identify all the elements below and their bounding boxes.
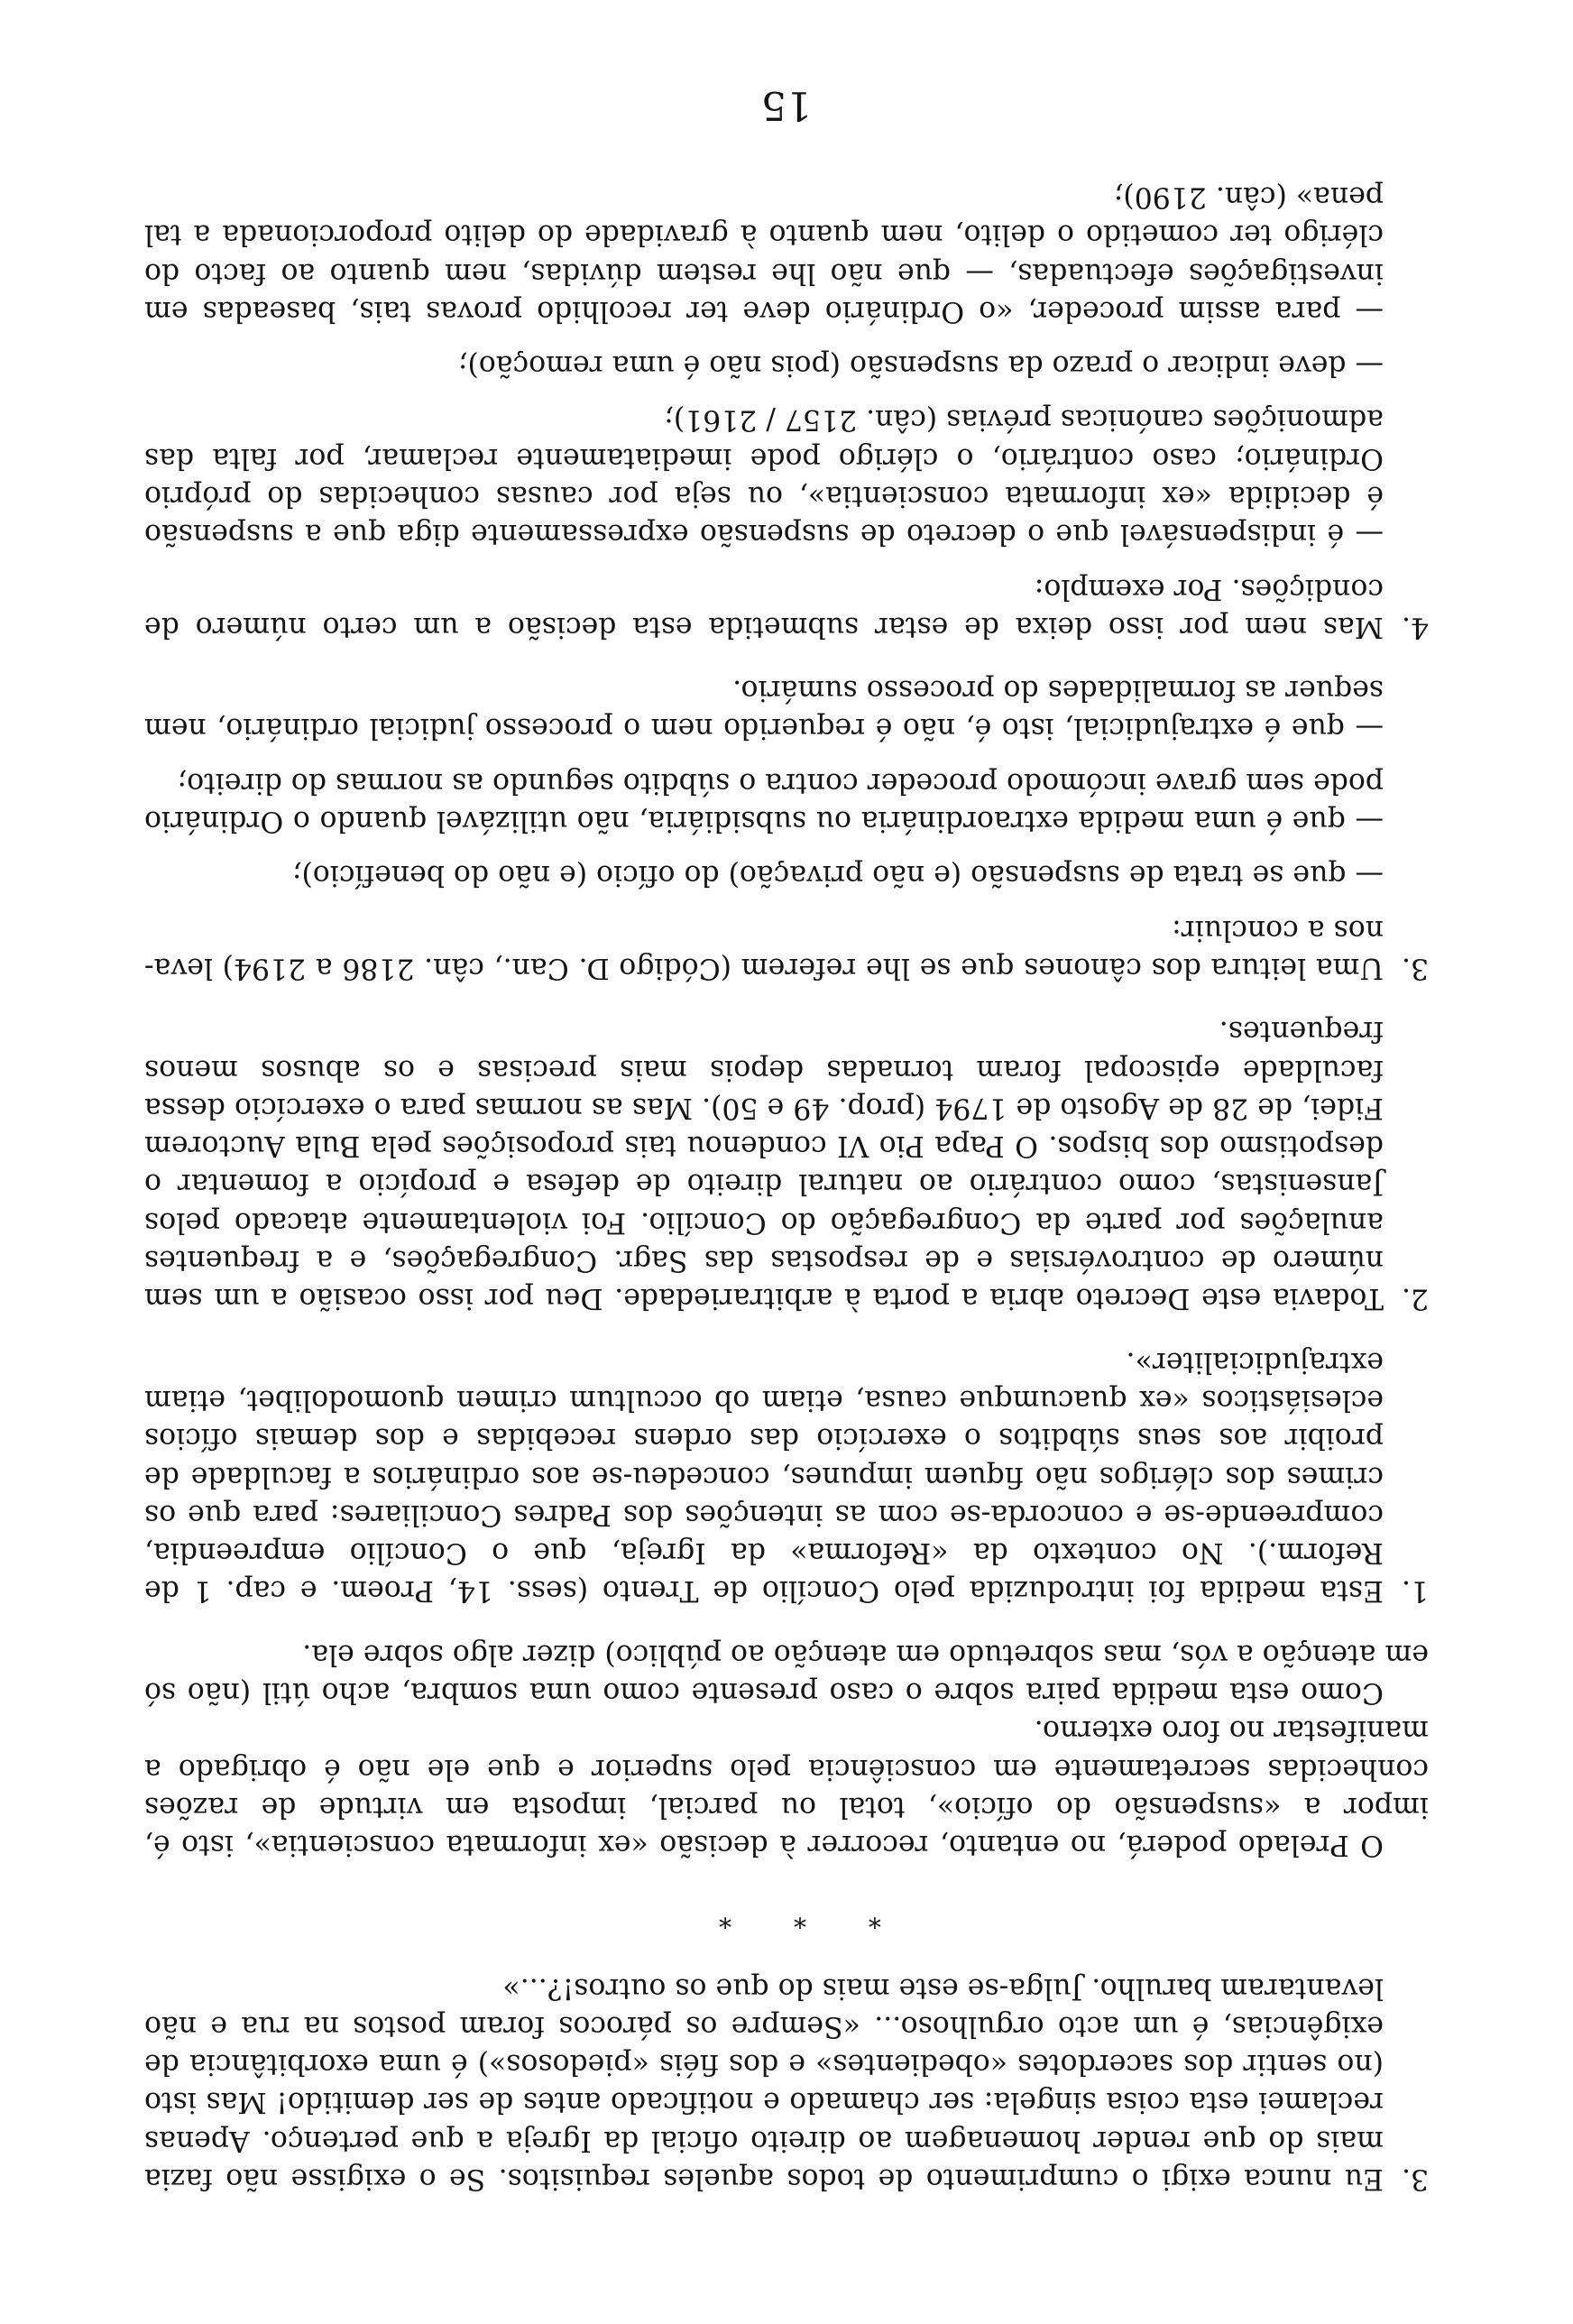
dash-item: — que é extrajudicial, isto é, não é requerido nem o processo judicial ordinário, nem sequer as formalidades do processo sumário. [144,674,1384,745]
paragraph-text: Uma leitura dos cânones que se lhe referem (Código D. Can., cân. 2186 a 2194) leva-nos a concluir: [144,913,1384,984]
paragraph-text: Mas nem por isso deixa de estar submetida esta decisão a um certo número de condições. Por exemplo: [144,572,1384,643]
paragraph-medida: Como esta medida paira sobre o caso presente como uma sombra, acho útil (não só em atenção a vós, mas sobretudo em atenção ao público) dizer algo sobre ela. [144,1637,1429,1710]
dash-item: — que se trata de suspensão (e não privação) do ofício (e não do benefício); [291,859,1384,892]
dash-list-1 [144,671,1429,894]
paragraph-number: 2. [1401,1282,1429,1315]
numbered-paragraph-4 [144,569,1429,646]
numbered-paragraph-3b [144,910,1429,987]
paragraph-number: 1. [1401,1574,1429,1608]
paragraph-prelado: O Prelado poderá, no entanto, recorrer à decisão «ex informata conscientia», isto é, impor a «suspensão do ofício», total ou parcial, imposta em virtude de razões conhecidas secretamente em consciência pelo superior e que ele não é obrigado a manifestar no foro externo. [144,1714,1429,1862]
paragraph-text: Todavia este Decreto abria a porta à arbitrariedade. Deu por isso ocasião a um sem número de controvérsias e de respostas das Sagr. Congregações, e a frequentes anulações por parte da Congregação do Concílio. Foi violentamente atacado pelos Jansenistas, como contrário ao natural direito de defesa e propício a fomentar o despotismo dos bispos. O Papa Pio VI condenou tais proposições pela Bula Auctorem Fidei, de 28 de Agosto de 1794 (prop. 49 e 50). Mas as normas para o exercício dessa faculdade episcopal foram tornadas depois mais precisas e os abusos menos frequentes. [144,1015,1384,1315]
paragraph-text: Eu nunca exigi o cumprimento de todos aqueles requisitos. Se o exigisse não fazia mais do que render homenagem ao direito oficial da Igreja a que pertenço. Apenas reclamei esta coisa singela: ser chamado e notificado antes de ser demitido! Mas isto (no sentir dos sacerdotes «obedientes» e dos fiéis «piedosos») é uma exorbitância de exigências, é um acto orgulhoso... «Sempre os párocos foram postos na rua e não levantaram barulho. Julga-se este mais do que os outros!?...» [144,1971,1384,2195]
section-separator: * * * [692,1904,881,1934]
dash-item: — que é uma medida extraordinária ou subsidiária, não utilizável quando o Ordinário pode sem grave incómodo proceder contra o súbdito segundo as normas do direito; [144,766,1384,838]
page-number: 15 [761,81,812,128]
paragraph-number: 4. [1401,610,1429,643]
paragraph-text: Esta medida foi introduzida pelo Concílio de Trento (sess. 14, Proem. e cap. 1 de Reform.). No contexto da «Reforma» da Igreja, que o Concílio empreendia, compreende-se e concorda-se com as intenções dos Padres Conciliares: para que os crimes dos clérigos não fiquem impunes, concedeu-se aos ordinários a faculdade de proibir aos seus súbditos o exercício das ordens recebidas e dos demais ofícios eclesiásticos «ex quacumque causa, etiam ob occultum crimen quomodolibet, etiam extrajudicialiter». [144,1345,1384,1608]
paragraph-number: 3. [1401,2163,1429,2195]
numbered-paragraph-2 [144,1012,1429,1317]
dash-item: — é indispensável que o decreto de suspensão expressamente diga que a suspensão é decidida «ex informata conscientia», ou seja por causas conhecidas do próprio Ordinário; caso contrário, o clérigo pode imediatamente reclamar, por falta das admonições canónicas prévias (cân. 2157 / 2161); [144,403,1384,551]
dash-list-2 [144,178,1429,554]
paragraph-number: 3. [1401,951,1429,984]
numbered-paragraph-1 [144,1342,1429,1609]
dash-item: — deve indicar o prazo da suspensão (pois não é uma remoção); [457,349,1384,383]
dash-item: — para assim proceder, «o Ordinário deve ter recolhido provas tais, baseadas em investigações efectuadas, — que não lhe restem dúvidas, nem quanto ao facto do clérigo ter cometido o delito, nem quanto à gravidade do delito proporcionada a tal pena» (cân. 2190); [144,180,1384,327]
numbered-paragraph-3a [144,1969,1429,2198]
